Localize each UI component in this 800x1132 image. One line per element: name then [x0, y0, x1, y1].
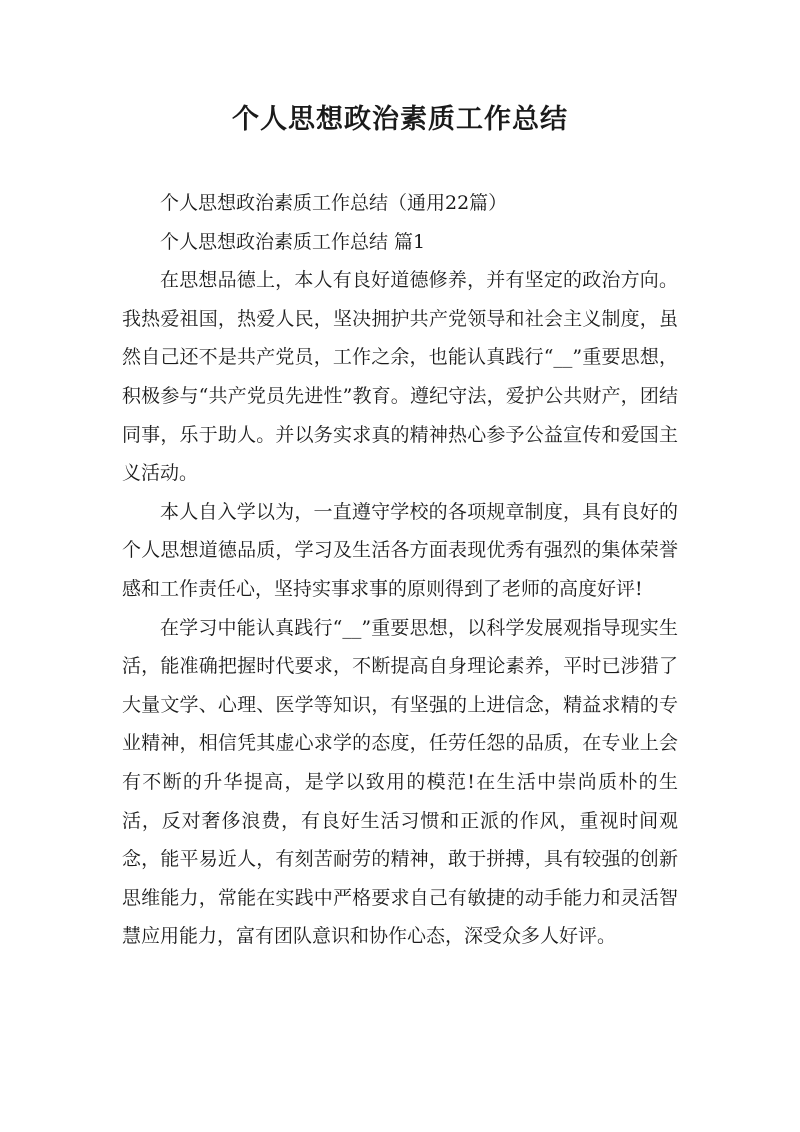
document-title: 个人思想政治素质工作总结 — [232, 104, 568, 135]
paragraph-2: 本人自入学以为，一直遵守学校的各项规章制度，具有良好的个人思想道德品质，学习及生活各方面表现优秀有强烈的集体荣誉感和工作责任心，坚持实事求事的原则得到了老师的高度好评! — [122, 500, 678, 600]
section-heading: 个人思想政治素质工作总结 篇1 — [160, 230, 426, 253]
document-body — [122, 184, 678, 956]
paragraph-1: 在思想品德上，本人有良好道德修养，并有坚定的政治方向。我热爱祖国，热爱人民，坚决拥护共产党领导和社会主义制度，虽然自己还不是共产党员，工作之余，也能认真践行“__”重要思想，积极参与“共产党员先进性”教育。遵纪守法，爱护公共财产，团结同事，乐于助人。并以务实求真的精神热心参予公益宣传和爱国主义活动。 — [122, 269, 678, 485]
subtitle-line: 个人思想政治素质工作总结（通用22篇） — [160, 192, 508, 214]
paragraph-3: 在学习中能认真践行“__”重要思想，以科学发展观指导现实生活，能准确把握时代要求，不断提高自身理论素养，平时已涉猎了大量文学、心理、医学等知识，有坚强的上进信念，精益求精的专业精神，相信凭其虚心求学的态度，任劳任怨的品质，在专业上会有不断的升华提高，是学以致用的模范!在生活中崇尚质朴的生活，反对奢侈浪费，有良好生活习惯和正派的作风，重视时间观念，能平易近人，有刻苦耐劳的精神，敢于拼搏，具有较强的创新思维能力，常能在实践中严格要求自己有敏捷的动手能力和灵活智慧应用能力，富有团队意识和协作心态，深受众多人好评。 — [122, 616, 678, 948]
